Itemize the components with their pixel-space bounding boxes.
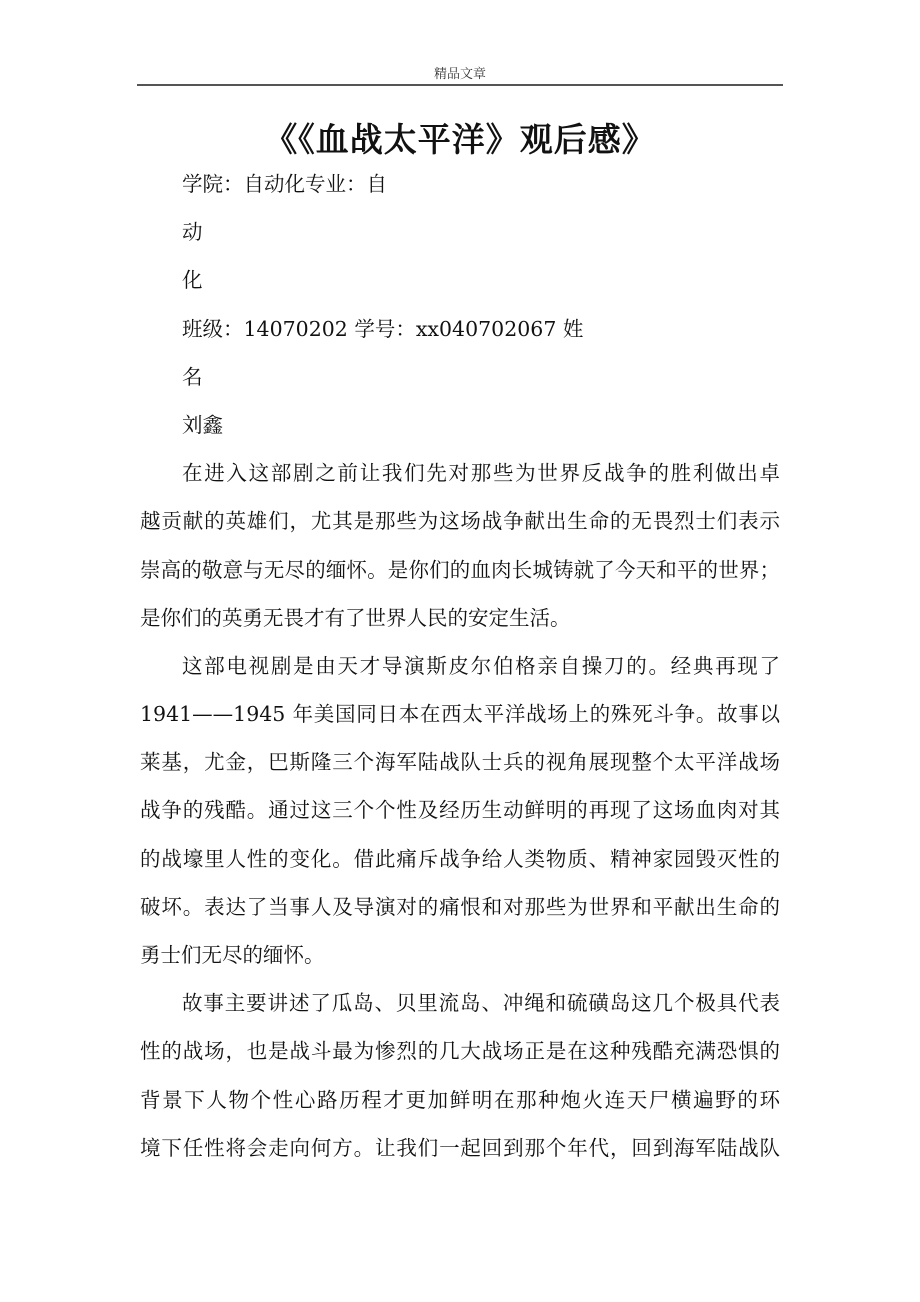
text-line: 化 <box>182 268 203 293</box>
text-line: 1941——1945 年美国同日本在西太平洋战场上的殊死斗争。故事以 <box>140 702 780 727</box>
document-title: 《《血战太平洋》观后感》 <box>264 120 656 159</box>
text-line: 战争的残酷。通过这三个个性及经历生动鲜明的再现了这场血肉对其 <box>140 798 780 823</box>
text-line: 故事主要讲述了瓜岛、贝里流岛、冲绳和硫磺岛这几个极具代表 <box>182 991 780 1016</box>
text-line: 名 <box>182 364 203 389</box>
text-line: 性的战场，也是战斗最为惨烈的几大战场正是在这种残酷充满恐惧的 <box>140 1039 780 1064</box>
text-line: 是你们的英勇无畏才有了世界人民的安定生活。 <box>140 605 571 630</box>
text-line: 背景下人物个性心路历程才更加鲜明在那种炮火连天尸横遍野的环 <box>140 1087 780 1112</box>
text-line: 这部电视剧是由天才导演斯皮尔伯格亲自操刀的。经典再现了 <box>182 653 780 678</box>
text-line: 破坏。表达了当事人及导演对的痛恨和对那些为世界和平献出生命的 <box>140 894 780 919</box>
text-line: 勇士们无尽的缅怀。 <box>140 943 325 967</box>
text-line: 境下任性将会走向何方。让我们一起回到那个年代，回到海军陆战队 <box>140 1135 780 1160</box>
text-line: 在进入这部剧之前让我们先对那些为世界反战争的胜利做出卓 <box>182 461 780 486</box>
text-line: 越贡献的英雄们，尤其是那些为这场战争献出生命的无畏烈士们表示 <box>140 509 780 534</box>
text-line: 的战壕里人性的变化。借此痛斥战争给人类物质、精神家园毁灭性的 <box>140 846 780 871</box>
text-line: 崇高的敬意与无尽的缅怀。是你们的血肉长城铸就了今天和平的世界； <box>140 557 780 582</box>
text-line: 动 <box>182 220 203 245</box>
header-divider <box>137 84 783 86</box>
text-line: 莱基，尤金，巴斯隆三个海军陆战队士兵的视角展现整个太平洋战场 <box>140 750 780 775</box>
text-line: 刘鑫 <box>182 412 223 437</box>
text-line: 学院：自动化专业：自 <box>182 172 387 196</box>
document-body <box>140 160 780 1172</box>
text-line: 班级：14070202 学号：xx040702067 姓 <box>182 316 584 341</box>
page-header-label: 精品文章 <box>433 67 486 82</box>
